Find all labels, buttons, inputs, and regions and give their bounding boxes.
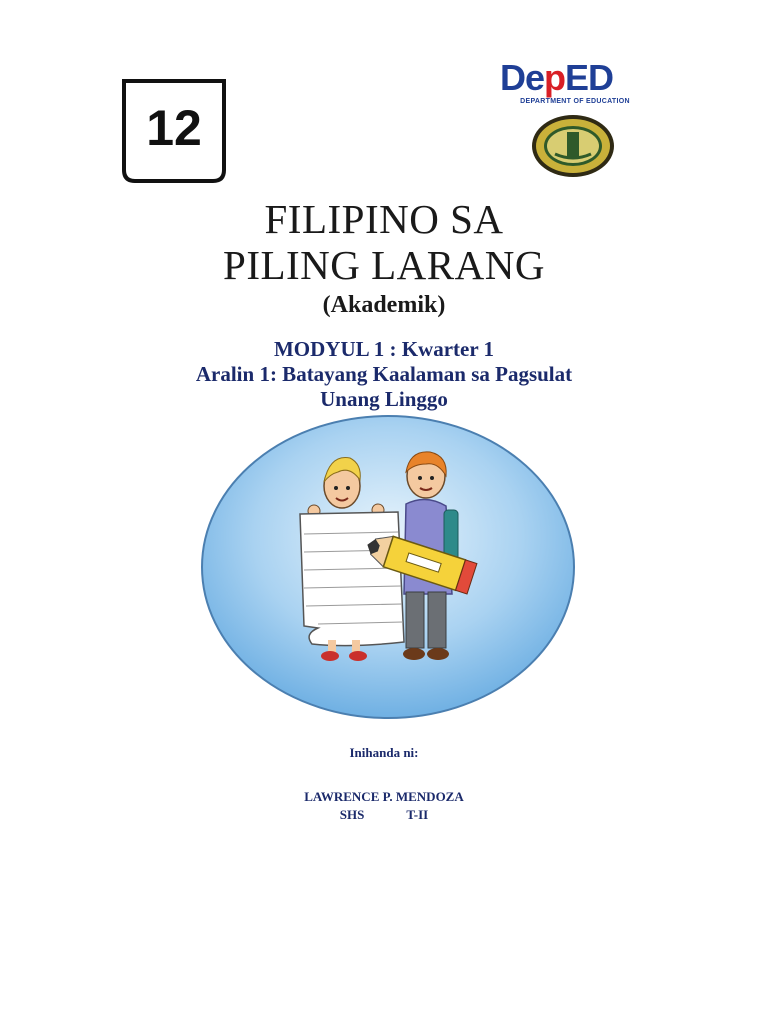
author-block: [0, 744, 768, 824]
school-seal-icon: [531, 114, 615, 178]
module-line-2: Aralin 1: Batayang Kaalaman sa Pagsulat: [195, 362, 573, 386]
module-info: [0, 337, 768, 412]
title-subtitle: (Akademik): [322, 292, 446, 318]
prepared-by-label: Inihanda ni:: [349, 745, 419, 760]
module-line-1: MODYUL 1 : Kwarter 1: [273, 337, 495, 361]
deped-wordmark: DepED: [500, 57, 614, 98]
author-role: [0, 806, 768, 824]
author-name: LAWRENCE P. MENDOZA: [304, 789, 464, 804]
students-illustration-icon: [200, 414, 576, 720]
deped-logo: [500, 58, 650, 112]
deped-subtitle: DEPARTMENT OF EDUCATION: [520, 98, 630, 105]
title-line-2: PILING LARANG: [223, 242, 545, 288]
grade-badge: [121, 78, 227, 184]
module-line-3: Unang Linggo: [320, 387, 448, 411]
author-level: SHS: [339, 807, 365, 822]
title-block: [0, 196, 768, 320]
title-line-1: FILIPINO SA: [264, 196, 504, 242]
grade-number: 12: [146, 100, 202, 156]
author-rank: T-II: [406, 807, 429, 822]
